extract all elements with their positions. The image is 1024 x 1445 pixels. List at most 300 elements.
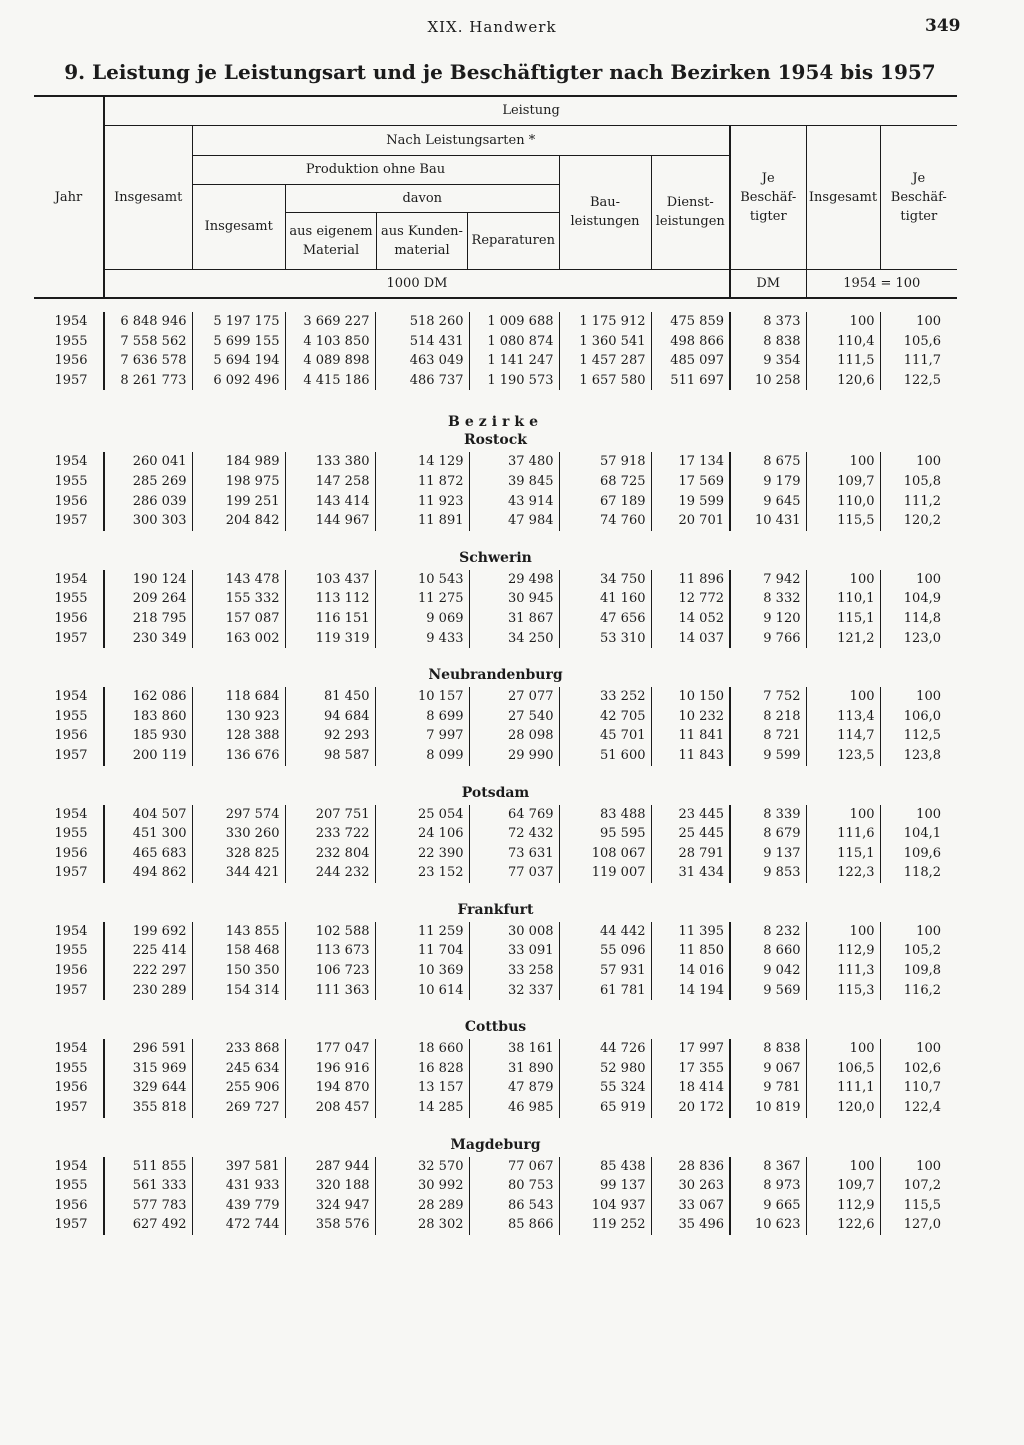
value-cell: 209 264 [104,589,192,609]
value-cell: 100 [806,312,880,332]
value-cell: 8 973 [730,1176,806,1196]
table-row [34,312,957,332]
value-cell: 1 009 688 [469,312,559,332]
value-cell: 10 623 [730,1215,806,1235]
value-cell: 34 750 [559,570,651,590]
value-cell: 11 275 [375,589,469,609]
value-cell: 330 260 [192,824,285,844]
bezirke-heading: Bezirke [448,414,543,431]
value-cell: 81 450 [285,687,375,707]
value-cell: 112,9 [806,1196,880,1216]
value-cell: 328 825 [192,844,285,864]
value-cell: 6 848 946 [104,312,192,332]
value-cell: 255 906 [192,1078,285,1098]
value-cell: 42 705 [559,707,651,727]
year-cell: 1955 [54,826,88,842]
value-cell: 11 872 [375,472,469,492]
value-cell: 344 421 [192,863,285,883]
value-cell: 28 098 [469,726,559,746]
value-cell: 123,8 [880,746,957,766]
value-cell: 25 054 [375,805,469,825]
value-cell: 150 350 [192,961,285,981]
value-cell: 33 067 [651,1196,730,1216]
value-cell: 9 569 [730,981,806,1001]
value-cell: 113 673 [285,941,375,961]
value-cell: 43 914 [469,492,559,512]
value-cell: 9 137 [730,844,806,864]
value-cell: 30 263 [651,1176,730,1196]
value-cell: 133 380 [285,452,375,472]
value-cell: 22 390 [375,844,469,864]
value-cell: 55 096 [559,941,651,961]
table-row [34,922,957,942]
value-cell: 77 067 [469,1157,559,1177]
value-cell: 10 150 [651,687,730,707]
value-cell: 123,0 [880,629,957,649]
value-cell: 155 332 [192,589,285,609]
col-bauleistungen: Bau-leistungen [559,155,651,269]
value-cell: 105,2 [880,941,957,961]
value-cell: 65 919 [559,1098,651,1118]
value-cell: 95 595 [559,824,651,844]
table-region [34,922,957,1000]
table-row [34,351,957,371]
value-cell: 17 134 [651,452,730,472]
value-cell: 198 975 [192,472,285,492]
value-cell: 136 676 [192,746,285,766]
value-cell: 100 [880,570,957,590]
value-cell: 514 431 [375,332,469,352]
column-header [34,95,957,299]
table-row [34,1098,957,1118]
value-cell: 24 106 [375,824,469,844]
value-cell: 33 252 [559,687,651,707]
value-cell: 439 779 [192,1196,285,1216]
value-cell: 183 860 [104,707,192,727]
value-cell: 67 189 [559,492,651,512]
value-cell: 324 947 [285,1196,375,1216]
table-row [34,961,957,981]
table-row [34,863,957,883]
table-row [34,824,957,844]
value-cell: 315 969 [104,1059,192,1079]
year-cell: 1956 [54,353,88,369]
value-cell: 8 675 [730,452,806,472]
value-cell: 19 599 [651,492,730,512]
value-cell: 109,6 [880,844,957,864]
value-cell: 269 727 [192,1098,285,1118]
year-cell: 1954 [54,1041,88,1057]
value-cell: 9 042 [730,961,806,981]
value-cell: 8 261 773 [104,371,192,391]
value-cell: 11 704 [375,941,469,961]
table-row [34,492,957,512]
value-cell: 207 751 [285,805,375,825]
year-cell: 1955 [54,708,88,724]
region-group [34,784,957,883]
table-row [34,1059,957,1079]
year-cell: 1954 [54,923,88,939]
value-cell: 190 124 [104,570,192,590]
value-cell: 23 152 [375,863,469,883]
value-cell: 157 087 [192,609,285,629]
value-cell: 16 828 [375,1059,469,1079]
col-insgesamt: Insgesamt [104,125,192,269]
value-cell: 9 665 [730,1196,806,1216]
col-jahr: Jahr [34,96,104,298]
value-cell: 55 324 [559,1078,651,1098]
year-cell: 1955 [54,591,88,607]
value-cell: 72 432 [469,824,559,844]
value-cell: 44 726 [559,1039,651,1059]
value-cell: 6 092 496 [192,371,285,391]
region-heading: Cottbus [464,1019,527,1036]
group-total [34,312,957,390]
year-cell: 1956 [54,728,88,744]
year-cell: 1957 [54,630,88,646]
value-cell: 30 008 [469,922,559,942]
year-cell: 1957 [54,865,88,881]
value-cell: 51 600 [559,746,651,766]
value-cell: 122,3 [806,863,880,883]
value-cell: 123,5 [806,746,880,766]
value-cell: 7 636 578 [104,351,192,371]
year-cell: 1954 [54,571,88,587]
value-cell: 44 442 [559,922,651,942]
year-cell: 1957 [54,982,88,998]
value-cell: 200 119 [104,746,192,766]
value-cell: 47 879 [469,1078,559,1098]
value-cell: 9 120 [730,609,806,629]
value-cell: 31 890 [469,1059,559,1079]
table-row [34,941,957,961]
table-row [34,589,957,609]
value-cell: 122,6 [806,1215,880,1235]
value-cell: 115,5 [880,1196,957,1216]
value-cell: 108 067 [559,844,651,864]
value-cell: 111,7 [880,351,957,371]
chapter-heading: XIX. Handwerk [427,18,557,36]
year-cell: 1956 [54,493,88,509]
value-cell: 204 842 [192,511,285,531]
region-group [34,1018,957,1117]
value-cell: 113 112 [285,589,375,609]
value-cell: 451 300 [104,824,192,844]
table-row [34,844,957,864]
value-cell: 218 795 [104,609,192,629]
value-cell: 115,1 [806,844,880,864]
value-cell: 8 838 [730,1039,806,1059]
value-cell: 232 804 [285,844,375,864]
value-cell: 128 388 [192,726,285,746]
value-cell: 194 870 [285,1078,375,1098]
value-cell: 9 645 [730,492,806,512]
value-cell: 8 367 [730,1157,806,1177]
value-cell: 94 684 [285,707,375,727]
value-cell: 38 161 [469,1039,559,1059]
value-cell: 11 259 [375,922,469,942]
value-cell: 27 540 [469,707,559,727]
value-cell: 57 931 [559,961,651,981]
unit-1000dm: 1000 DM [104,269,730,298]
table-row [34,1039,957,1059]
value-cell: 110,4 [806,332,880,352]
value-cell: 47 984 [469,511,559,531]
value-cell: 494 862 [104,863,192,883]
year-cell: 1954 [54,1158,88,1174]
value-cell: 100 [806,922,880,942]
table-title: 9. Leistung je Leistungsart und je Beschäftigter nach Bezirken 1954 bis 1957 [64,60,936,84]
value-cell: 355 818 [104,1098,192,1118]
region-group [34,549,957,648]
table-row [34,371,957,391]
value-cell: 184 989 [192,452,285,472]
value-cell: 100 [880,1039,957,1059]
value-cell: 34 250 [469,629,559,649]
value-cell: 287 944 [285,1157,375,1177]
value-cell: 116,2 [880,981,957,1001]
value-cell: 33 258 [469,961,559,981]
year-cell: 1956 [54,610,88,626]
value-cell: 112,9 [806,941,880,961]
region-group [34,431,957,530]
value-cell: 85 866 [469,1215,559,1235]
value-cell: 10 157 [375,687,469,707]
region-heading: Neubrandenburg [428,667,563,684]
value-cell: 297 574 [192,805,285,825]
value-cell: 10 431 [730,511,806,531]
value-cell: 109,7 [806,472,880,492]
value-cell: 11 923 [375,492,469,512]
value-cell: 98 587 [285,746,375,766]
table-region [34,805,957,883]
table-region [34,1039,957,1117]
value-cell: 1 457 287 [559,351,651,371]
value-cell: 518 260 [375,312,469,332]
value-cell: 9 853 [730,863,806,883]
value-cell: 1 360 541 [559,332,651,352]
value-cell: 244 232 [285,863,375,883]
value-cell: 127,0 [880,1215,957,1235]
value-cell: 8 699 [375,707,469,727]
value-cell: 68 725 [559,472,651,492]
value-cell: 8 218 [730,707,806,727]
year-cell: 1956 [54,1080,88,1096]
value-cell: 14 016 [651,961,730,981]
value-cell: 397 581 [192,1157,285,1177]
value-cell: 105,6 [880,332,957,352]
value-cell: 143 855 [192,922,285,942]
value-cell: 11 850 [651,941,730,961]
value-cell: 472 744 [192,1215,285,1235]
year-cell: 1956 [54,1197,88,1213]
value-cell: 11 841 [651,726,730,746]
value-cell: 9 781 [730,1078,806,1098]
value-cell: 320 188 [285,1176,375,1196]
value-cell: 118 684 [192,687,285,707]
col-dienstleistungen: Dienst-leistungen [651,155,730,269]
value-cell: 9 354 [730,351,806,371]
year-cell: 1957 [54,372,88,388]
value-cell: 35 496 [651,1215,730,1235]
value-cell: 103 437 [285,570,375,590]
value-cell: 73 631 [469,844,559,864]
region-group [34,901,957,1000]
value-cell: 114,8 [880,609,957,629]
table-row [34,1078,957,1098]
value-cell: 100 [880,805,957,825]
year-cell: 1957 [54,1100,88,1116]
value-cell: 77 037 [469,863,559,883]
table-row [34,1176,957,1196]
year-cell: 1956 [54,845,88,861]
value-cell: 185 930 [104,726,192,746]
value-cell: 115,5 [806,511,880,531]
value-cell: 498 866 [651,332,730,352]
table-region [34,687,957,765]
value-cell: 177 047 [285,1039,375,1059]
value-cell: 225 414 [104,941,192,961]
value-cell: 33 091 [469,941,559,961]
value-cell: 28 289 [375,1196,469,1216]
value-cell: 115,3 [806,981,880,1001]
col-produktion-ohne-bau: Produktion ohne Bau [192,155,559,184]
region-group [34,666,957,765]
value-cell: 5 197 175 [192,312,285,332]
value-cell: 154 314 [192,981,285,1001]
table-row [34,746,957,766]
value-cell: 110,0 [806,492,880,512]
col-je-beschaeftigter: Je Beschäf-tigter [730,125,806,269]
value-cell: 4 089 898 [285,351,375,371]
col-prod-insgesamt: Insgesamt [192,184,285,269]
value-cell: 45 701 [559,726,651,746]
region-heading: Rostock [464,432,527,449]
year-cell: 1956 [54,963,88,979]
value-cell: 115,1 [806,609,880,629]
value-cell: 233 868 [192,1039,285,1059]
value-cell: 9 599 [730,746,806,766]
value-cell: 463 049 [375,351,469,371]
value-cell: 285 269 [104,472,192,492]
col-leistung: Leistung [104,96,957,125]
year-cell: 1955 [54,943,88,959]
value-cell: 11 896 [651,570,730,590]
col-kundenmaterial: aus Kunden-material [377,213,468,269]
value-cell: 431 933 [192,1176,285,1196]
value-cell: 17 355 [651,1059,730,1079]
value-cell: 8 099 [375,746,469,766]
value-cell: 119 319 [285,629,375,649]
year-cell: 1957 [54,513,88,529]
value-cell: 8 373 [730,312,806,332]
value-cell: 46 985 [469,1098,559,1118]
value-cell: 199 692 [104,922,192,942]
year-cell: 1957 [54,747,88,763]
value-cell: 8 679 [730,824,806,844]
value-cell: 27 077 [469,687,559,707]
value-cell: 14 052 [651,609,730,629]
col-index-insgesamt: Insgesamt [806,125,880,269]
value-cell: 29 990 [469,746,559,766]
value-cell: 5 699 155 [192,332,285,352]
value-cell: 9 179 [730,472,806,492]
value-cell: 3 669 227 [285,312,375,332]
value-cell: 511 855 [104,1157,192,1177]
table-row [34,707,957,727]
table-row [34,332,957,352]
value-cell: 120,6 [806,371,880,391]
value-cell: 102,6 [880,1059,957,1079]
year-cell: 1954 [54,314,88,329]
value-cell: 105,8 [880,472,957,492]
value-cell: 233 722 [285,824,375,844]
value-cell: 8 721 [730,726,806,746]
value-cell: 29 498 [469,570,559,590]
value-cell: 296 591 [104,1039,192,1059]
value-cell: 116 151 [285,609,375,629]
value-cell: 144 967 [285,511,375,531]
value-cell: 100 [880,312,957,332]
value-cell: 511 697 [651,371,730,391]
value-cell: 20 172 [651,1098,730,1118]
table-row [34,570,957,590]
value-cell: 196 916 [285,1059,375,1079]
year-cell: 1955 [54,1178,88,1194]
value-cell: 92 293 [285,726,375,746]
region-heading: Schwerin [459,549,532,566]
table-body [34,312,957,1235]
region-heading: Frankfurt [457,901,534,918]
value-cell: 8 339 [730,805,806,825]
value-cell: 100 [880,1157,957,1177]
table-total [34,312,957,390]
table-row [34,452,957,472]
value-cell: 245 634 [192,1059,285,1079]
col-eigenem-material: aus eigenem Material [286,213,377,269]
value-cell: 28 836 [651,1157,730,1177]
value-cell: 86 543 [469,1196,559,1216]
value-cell: 286 039 [104,492,192,512]
value-cell: 329 644 [104,1078,192,1098]
value-cell: 1 141 247 [469,351,559,371]
value-cell: 31 867 [469,609,559,629]
col-davon: davon [286,185,559,213]
year-cell: 1954 [54,454,88,470]
table-row [34,1196,957,1216]
value-cell: 208 457 [285,1098,375,1118]
value-cell: 300 303 [104,511,192,531]
value-cell: 1 657 580 [559,371,651,391]
value-cell: 100 [880,922,957,942]
value-cell: 1 175 912 [559,312,651,332]
year-cell: 1957 [54,1217,88,1233]
value-cell: 100 [806,1157,880,1177]
value-cell: 17 997 [651,1039,730,1059]
value-cell: 9 067 [730,1059,806,1079]
col-nach-leistungsarten: Nach Leistungsarten * [192,125,730,155]
value-cell: 1 190 573 [469,371,559,391]
value-cell: 80 753 [469,1176,559,1196]
value-cell: 109,7 [806,1176,880,1196]
value-cell: 4 415 186 [285,371,375,391]
value-cell: 47 656 [559,609,651,629]
value-cell: 577 783 [104,1196,192,1216]
value-cell: 109,8 [880,961,957,981]
value-cell: 104,1 [880,824,957,844]
value-cell: 7 942 [730,570,806,590]
value-cell: 106 723 [285,961,375,981]
